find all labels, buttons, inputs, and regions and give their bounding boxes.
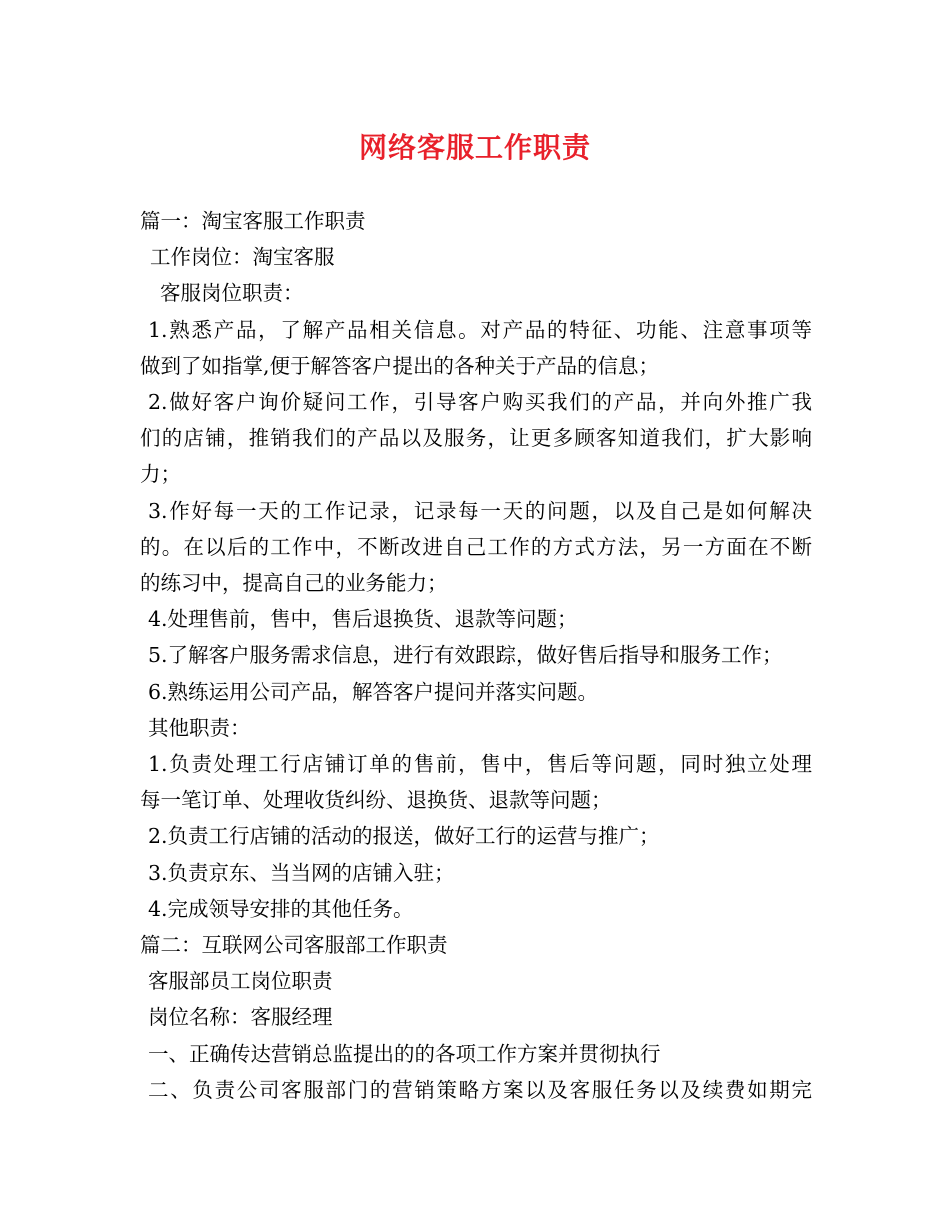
paragraph-line: 每一笔订单、处理收货纠纷、退换货、退款等问题； — [140, 788, 612, 813]
paragraph-line: 1.熟悉产品，了解产品相关信息。对产品的特征、功能、注意事项等 — [148, 317, 812, 342]
paragraph-line: 2.负责工行店铺的活动的报送，做好工行的运营与推广； — [148, 824, 660, 849]
paragraph-line: 岗位名称：客服经理 — [148, 1005, 333, 1030]
paragraph-line: 们的店铺，推销我们的产品以及服务，让更多顾客知道我们，扩大影响 — [140, 426, 812, 451]
section-heading: 篇二：互联网公司客服部工作职责 — [140, 933, 448, 958]
paragraph-line: 做到了如指掌,便于解答客户提出的各种关于产品的信息； — [140, 353, 660, 378]
paragraph-line: 1.负责处理工行店铺订单的售前，售中，售后等问题，同时独立处理 — [148, 752, 812, 777]
paragraph-line: 的。在以后的工作中，不断改进自己工作的方式方法，另一方面在不断 — [140, 534, 812, 559]
section-heading: 篇一：淘宝客服工作职责 — [140, 209, 366, 233]
subheading: 其他职责： — [148, 715, 251, 740]
paragraph-line: 2.做好客户询价疑问工作，引导客户购买我们的产品，并向外推广我 — [148, 390, 812, 415]
paragraph-line: 一、正确传达营销总监提出的的各项工作方案并贯彻执行 — [148, 1041, 661, 1066]
paragraph-line: 5.了解客户服务需求信息，进行有效跟踪，做好售后指导和服务工作； — [148, 643, 783, 668]
paragraph-line: 力； — [140, 462, 181, 487]
paragraph-line: 6.熟练运用公司产品，解答客户提问并落实问题。 — [148, 679, 599, 704]
subheading: 客服岗位职责： — [160, 281, 304, 306]
paragraph-line: 的练习中，提高自己的业务能力； — [140, 571, 448, 596]
paragraph-line: 3.作好每一天的工作记录，记录每一天的问题，以及自己是如何解决 — [148, 498, 812, 523]
document-body — [140, 203, 812, 1108]
document-title: 网络客服工作职责 — [358, 131, 591, 164]
subheading: 客服部员工岗位职责 — [148, 969, 333, 994]
paragraph-line: 3.负责京东、当当网的店铺入驻； — [148, 860, 455, 885]
paragraph-line: 4.完成领导安排的其他任务。 — [148, 896, 414, 921]
paragraph-line: 4.处理售前，售中，售后退换货、退款等问题； — [148, 607, 578, 632]
paragraph-line: 二、负责公司客服部门的营销策略方案以及客服任务以及续费如期完 — [148, 1077, 812, 1102]
paragraph-line: 工作岗位：淘宝客服 — [150, 245, 335, 270]
